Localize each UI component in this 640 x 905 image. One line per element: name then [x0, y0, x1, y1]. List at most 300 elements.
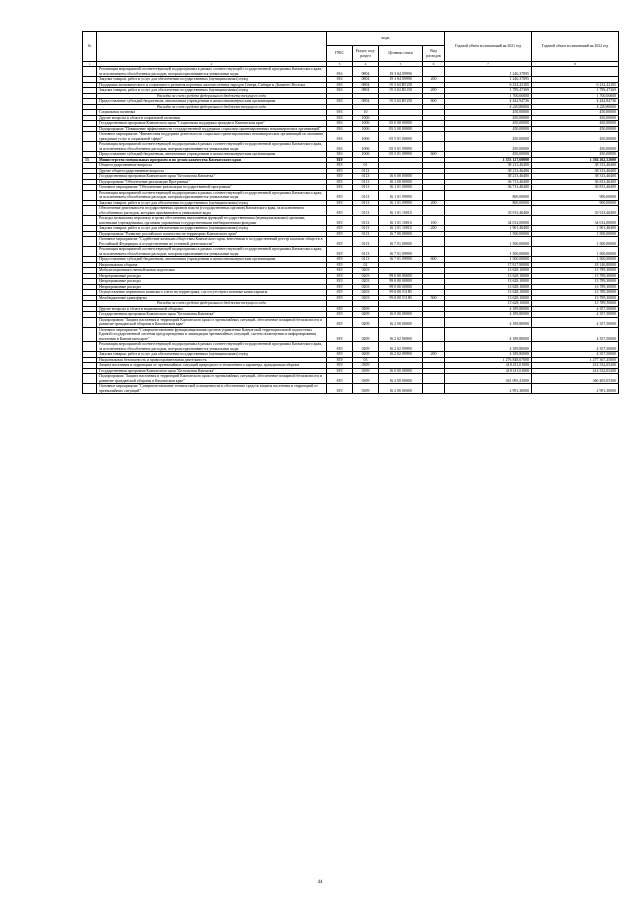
cell-grbs: 816 [327, 142, 353, 152]
cell-v2: 36 813,46400 [532, 185, 619, 191]
cell-razdel: 0209 [353, 327, 379, 342]
cell-v1: 4 189,80000 [445, 327, 532, 342]
cell-grbs: 819 [327, 357, 353, 363]
cell-v2: 38 313,46400 [532, 163, 619, 169]
col-header-codes: коды [327, 32, 445, 46]
cell-num [83, 247, 97, 257]
cell-csr: 16 1 00 00000 [379, 179, 423, 185]
cell-grbs: 819 [327, 352, 353, 358]
cell-name: Подпрограмма "Обеспечение реализации Программы" [97, 179, 327, 185]
cell-grbs: 819 [327, 163, 353, 169]
cell-razdel: 0113 [353, 226, 379, 232]
cell-v1: 6 232,42105 [445, 82, 532, 88]
table-row [83, 247, 619, 257]
cell-grbs: 819 [327, 185, 353, 191]
cell-grbs: 819 [327, 279, 353, 285]
cell-num [83, 327, 97, 342]
cell-name: Межбюджетные трансферты [97, 295, 327, 301]
cell-name: Реализация мероприятий соответствующей подпрограммы в рамках соответствующей государственной программы Камчатского края, за исключением обособленных расходов, которым присваиваются уникальные коды [97, 342, 327, 352]
cell-vid: 200 [423, 77, 445, 83]
cell-v2: 1 700,00000 [532, 93, 619, 99]
cell-v2: 4 220,80000 [532, 104, 619, 110]
cell-csr: 19 3 04 R5150 [379, 88, 423, 94]
cell-csr: 16 2 06 00000 [379, 384, 423, 394]
cell-name: Расходы за счет средств федерального бюджета текущего года [97, 104, 327, 110]
cell-grbs: 816 [327, 82, 353, 88]
cell-grbs: 819 [327, 342, 353, 352]
cell-csr: 16 1 01 09990 [379, 190, 423, 200]
cell-v1: 1 246,37895 [445, 77, 532, 83]
cell-name: Реализация мероприятий соответствующей подпрограммы в рамках соответствующей государственной программы Камчатского края, за исключением обособленных расходов, которым присваиваются уникальные коды [97, 142, 327, 152]
cell-name: Государственная программа Камчатского края "Социальная поддержка граждан в Камчатском крае" [97, 121, 327, 127]
cell-v2: 1 500,00000 [532, 247, 619, 257]
cell-csr: 16 0 00 00000 [379, 174, 423, 180]
cell-razdel: 0113 [353, 216, 379, 226]
cell-v1: 17 817,90000 [445, 262, 532, 268]
cell-vid: 200 [423, 200, 445, 206]
cell-razdel: 1006 [353, 126, 379, 132]
column-number: 4 [353, 62, 379, 67]
cell-csr: 16 1 01 09990 [379, 200, 423, 206]
cell-vid: 200 [423, 88, 445, 94]
cell-num [83, 342, 97, 352]
cell-v2: 4 357,50000 [532, 306, 619, 312]
cell-v2 [532, 67, 619, 77]
cell-csr: 16 7 01 09990 [379, 257, 423, 263]
cell-vid [423, 132, 445, 142]
budget-table [82, 31, 619, 394]
cell-csr: 19 3 04 09990 [379, 67, 423, 77]
cell-v2: 360 405,05200 [532, 374, 619, 384]
cell-razdel: 0309 [353, 374, 379, 384]
cell-csr: 16 1 01 10010 [379, 226, 423, 232]
column-number: 8 [532, 62, 619, 67]
cell-vid [423, 142, 445, 152]
cell-grbs: 819 [327, 295, 353, 301]
cell-name: Закупка товаров, работ и услуг для обеспечения государственных (муниципальных) нужд [97, 200, 327, 206]
cell-name: Обеспечение деятельности государственных органов власти (государственных органов) Камчатского края, за исключением обособленных расходов, которым присваиваются уникальные коды [97, 206, 327, 216]
cell-v2: 450,00000 [532, 115, 619, 121]
cell-razdel: 0209 [353, 317, 379, 327]
cell-grbs: 819 [327, 374, 353, 384]
cell-v2: 450,00000 [532, 110, 619, 116]
cell-v2: 900,00000 [532, 190, 619, 200]
cell-v2: 450,00000 [532, 152, 619, 158]
cell-v1: 2 991,30000 [445, 384, 532, 394]
cell-csr: 16 7 01 00000 [379, 237, 423, 247]
cell-razdel: 0113 [353, 237, 379, 247]
cell-v2: 4 357,50000 [532, 312, 619, 318]
table-row [83, 67, 619, 77]
cell-v2: 1 789,47369 [532, 88, 619, 94]
cell-v2: 450,00000 [532, 126, 619, 132]
col-header-vid: Вид расходов [423, 46, 445, 62]
cell-csr: 05 5 00 00000 [379, 126, 423, 132]
cell-csr: 16 1 01 00000 [379, 185, 423, 191]
cell-csr: 16 2 02 09990 [379, 352, 423, 358]
cell-csr: 16 0 00 00000 [379, 368, 423, 374]
cell-name: Государственная программа Камчатского края "Безопасная Камчатка" [97, 368, 327, 374]
cell-v1: 1 789,47369 [445, 88, 532, 94]
cell-name: Основное мероприятие "Совершенствование технической оснащенности и обеспечение средств защиты населения и территорий от чрезвычайных ситуаций" [97, 384, 327, 394]
cell-name: Другие общегосударственные вопросы [97, 168, 327, 174]
table-body [83, 67, 619, 394]
cell-v1: 361 095,41000 [445, 374, 532, 384]
cell-v2: 450,00000 [532, 132, 619, 142]
cell-name: Основное мероприятие "Финансовая поддержка деятельности социально ориентированных некоммерческих организаций по оказанию гражданам услуг в социальной сфере" [97, 132, 327, 142]
cell-num [83, 317, 97, 327]
cell-v1: 38 213,46400 [445, 163, 532, 169]
cell-vid: 100 [423, 216, 445, 226]
cell-name: Предоставление субсидий бюджетным, автономным учреждениям и иным некоммерческим организациям [97, 99, 327, 105]
cell-v1: 13 628,10000 [445, 273, 532, 279]
cell-razdel: 0113 [353, 200, 379, 206]
col-header-razdel: Раздел, под-раздел [353, 46, 379, 62]
cell-grbs: 819 [327, 290, 353, 296]
cell-csr: 05 5 01 00000 [379, 132, 423, 142]
cell-v2: 4 357,50000 [532, 352, 619, 358]
cell-name: Предоставление субсидий бюджетным, автономным учреждениям и иным некоммерческим организациям [97, 152, 327, 158]
cell-v2: 414 532,05200 [532, 368, 619, 374]
cell-vid: 600 [423, 99, 445, 105]
cell-v1: 418 411,01000 [445, 363, 532, 369]
cell-v1: 450,00000 [445, 126, 532, 132]
cell-v1: 13 628,10000 [445, 284, 532, 290]
cell-name: Закупка товаров, работ и услуг для обеспечения государственных (муниципальных) нужд [97, 88, 327, 94]
cell-name: Расходы за счет средств федерального бюджета текущего года [97, 93, 327, 99]
cell-name: Реализация мероприятий соответствующей подпрограммы в рамках соответствующей государственной программы Камчатского края, за исключением обособленных расходов, которым присваиваются уникальные коды [97, 67, 327, 77]
cell-num [83, 67, 97, 77]
col-header-grbs: ГРБС [327, 46, 353, 62]
cell-v1: 38 213,46400 [445, 168, 532, 174]
cell-v1: 13 628,10000 [445, 279, 532, 285]
cell-v2: 38 313,46400 [532, 174, 619, 180]
cell-vid: 200 [423, 226, 445, 232]
cell-razdel: 1006 [353, 152, 379, 158]
cell-grbs: 819 [327, 226, 353, 232]
cell-vid [423, 67, 445, 77]
cell-v2: 2 991,30000 [532, 384, 619, 394]
table-row [83, 142, 619, 152]
cell-v1: 450,00000 [445, 132, 532, 142]
table-row [83, 384, 619, 394]
table-row [83, 342, 619, 352]
cell-vid [423, 342, 445, 352]
cell-num [83, 374, 97, 384]
cell-razdel: 0209 [353, 352, 379, 358]
cell-v2: 450,00000 [532, 121, 619, 127]
cell-razdel: 10 [353, 110, 379, 116]
cell-razdel: 0113 [353, 247, 379, 257]
cell-vid: 600 [423, 257, 445, 263]
cell-csr: 16 1 01 10010 [379, 206, 423, 216]
cell-razdel: 0804 [353, 99, 379, 105]
cell-csr: 19 3 04 R5150 [379, 99, 423, 105]
cell-grbs: 819 [327, 384, 353, 394]
cell-grbs: 819 [327, 306, 353, 312]
cell-csr: 99 0 00 51180 [379, 295, 423, 301]
cell-name: Расходы на выплаты персоналу в целях обеспечения выполнения функций государственными (муниципальными) органами, казенными учреждениями, органами управления государственными внебюджетными фондами [97, 216, 327, 226]
cell-razdel: 0113 [353, 174, 379, 180]
cell-num [83, 190, 97, 200]
cell-razdel: 0203 [353, 290, 379, 296]
cell-v1: 13 628,10000 [445, 268, 532, 274]
cell-name: Другие вопросы в области социальной политики [97, 115, 327, 121]
cell-name: Предоставление субсидий бюджетным, автономным учреждениям и иным некоммерческим организациям [97, 257, 327, 263]
cell-name: Социальная политика [97, 110, 327, 116]
cell-razdel: 0804 [353, 88, 379, 94]
cell-grbs: 816 [327, 152, 353, 158]
cell-v1: 450,00000 [445, 110, 532, 116]
cell-razdel: 1006 [353, 132, 379, 142]
cell-num [83, 237, 97, 247]
cell-vid [423, 206, 445, 216]
cell-razdel: 0203 [353, 295, 379, 301]
cell-grbs: 819 [327, 190, 353, 200]
cell-v1: 800,00000 [445, 190, 532, 200]
cell-name: Реализация мероприятий соответствующей подпрограммы в рамках соответствующей государственной программы Камчатского края, за исключением обособленных расходов, которым присваиваются уникальные коды [97, 190, 327, 200]
page-number: 44 [317, 880, 323, 885]
cell-v2: 1 500,00000 [532, 257, 619, 263]
cell-razdel: 0113 [353, 190, 379, 200]
cell-razdel: 0203 [353, 268, 379, 274]
table-row [83, 132, 619, 142]
cell-v1: 13 628,10000 [445, 301, 532, 307]
cell-name: Министерство специальных программ и по делам казачества Камчатского края [97, 157, 327, 163]
cell-grbs: 816 [327, 132, 353, 142]
cell-csr: 16 0 00 00000 [379, 312, 423, 318]
cell-razdel: 0309 [353, 368, 379, 374]
cell-grbs: 816 [327, 110, 353, 116]
cell-grbs: 819 [327, 237, 353, 247]
cell-razdel: 0113 [353, 206, 379, 216]
cell-csr: 99 0 00 51180 [379, 290, 423, 296]
cell-grbs: 819 [327, 327, 353, 342]
cell-name: Непрограммные расходы [97, 279, 327, 285]
cell-razdel: 0209 [353, 342, 379, 352]
cell-name: Расходы за счет средств федерального бюджета текущего года [97, 301, 327, 307]
cell-razdel: 1006 [353, 121, 379, 127]
table-row [83, 206, 619, 216]
cell-vid [423, 327, 445, 342]
cell-razdel: 03 [353, 357, 379, 363]
cell-name: Национальная оборона [97, 262, 327, 268]
cell-razdel: 0113 [353, 231, 379, 237]
cell-v2: 1 277 367,45000 [532, 357, 619, 363]
cell-v2: 36 813,46400 [532, 179, 619, 185]
cell-csr: 99 0 00 00000 [379, 279, 423, 285]
cell-v1: 4 189,80000 [445, 317, 532, 327]
cell-v2: 414 532,05200 [532, 363, 619, 369]
cell-csr: 99 0 00 00000 [379, 273, 423, 279]
cell-grbs: 819 [327, 262, 353, 268]
cell-csr: 16 1 01 10010 [379, 216, 423, 226]
cell-razdel: 0113 [353, 185, 379, 191]
table-row [83, 327, 619, 342]
cell-name: Закупка товаров, работ и услуг для обеспечения государственных (муниципальных) нужд [97, 352, 327, 358]
cell-razdel: 0804 [353, 77, 379, 83]
col-header-name [97, 32, 327, 62]
cell-vid [423, 237, 445, 247]
cell-name: Осуществление первичного воинского учета на территориях, где отсутствуют военные комиссариаты [97, 290, 327, 296]
cell-razdel: 0203 [353, 273, 379, 279]
column-number: 3 [327, 62, 353, 67]
cell-v1: 1 500,00000 [445, 247, 532, 257]
cell-v1: 1 500,00000 [445, 257, 532, 263]
cell-grbs: 816 [327, 88, 353, 94]
cell-v1: 38 213,46400 [445, 174, 532, 180]
cell-v2: 13 789,30000 [532, 284, 619, 290]
cell-grbs: 819 [327, 206, 353, 216]
cell-name: Основное мероприятие "Совершенствование функционирования органов управления Камчатской территориальной подсистемы Единой государственной системы предупреждения и ликвидации чрезвычайных ситуаций, систем оповещения и информирования населения в Камчатском крае" [97, 327, 327, 342]
cell-name: Основное мероприятие "Обеспечение реализации государственной программы" [97, 185, 327, 191]
cell-v1: 1 353 127,69000 [445, 157, 532, 163]
cell-name: Общегосударственные вопросы [97, 163, 327, 169]
cell-num [83, 216, 97, 226]
table-row [83, 216, 619, 226]
cell-num [83, 142, 97, 152]
cell-razdel: 01 [353, 163, 379, 169]
cell-v2: 4 357,50000 [532, 317, 619, 327]
cell-razdel: 1006 [353, 115, 379, 121]
cell-v2: 34 012,00000 [532, 216, 619, 226]
column-number: 7 [445, 62, 532, 67]
cell-v1: 1 500,00000 [445, 231, 532, 237]
cell-name: Непрограммные расходы [97, 284, 327, 290]
cell-grbs: 816 [327, 99, 353, 105]
cell-csr: 16 7 00 00000 [379, 231, 423, 237]
cell-csr: 16 2 00 00000 [379, 317, 423, 327]
cell-v1: 4 189,80000 [445, 306, 532, 312]
cell-v1: 13 628,10000 [445, 290, 532, 296]
cell-grbs: 816 [327, 115, 353, 121]
cell-v2: 900,00000 [532, 200, 619, 206]
cell-vid: 600 [423, 152, 445, 158]
cell-csr: 16 2 02 09990 [379, 342, 423, 352]
cell-v2: 1 394 262,52000 [532, 157, 619, 163]
cell-csr: 05 5 01 09990 [379, 142, 423, 152]
cell-name: Государственная программа Камчатского края "Безопасная Камчатка" [97, 312, 327, 318]
cell-vid: 200 [423, 352, 445, 358]
cell-grbs: 819 [327, 312, 353, 318]
cell-name: Закупка товаров, работ и услуг для обеспечения государственных (муниципальных) нужд [97, 226, 327, 232]
cell-v1: 1 276 848,67000 [445, 357, 532, 363]
cell-v1: 36 713,46400 [445, 185, 532, 191]
cell-name: Подпрограмма "Защита населения и территорий Камчатского края от чрезвычайных ситуаций, обеспечение пожарной безопасности и развитие гражданской обороны в Камчатском крае" [97, 374, 327, 384]
cell-vid [423, 190, 445, 200]
table-header [83, 32, 619, 67]
cell-grbs: 819 [327, 317, 353, 327]
cell-vid [423, 317, 445, 327]
cell-v2: 4 357,50000 [532, 327, 619, 342]
cell-v2: 13 789,30000 [532, 290, 619, 296]
cell-grbs: 819 [327, 368, 353, 374]
cell-v2: 35 913,46400 [532, 206, 619, 216]
cell-v1: 34 012,00000 [445, 216, 532, 226]
cell-v2: 6 232,42105 [532, 82, 619, 88]
cell-razdel: 0309 [353, 363, 379, 369]
cell-v1: 450,00000 [445, 152, 532, 158]
col-header-num: № [83, 32, 97, 62]
cell-razdel: 0113 [353, 179, 379, 185]
cell-grbs: 816 [327, 67, 353, 77]
cell-grbs: 816 [327, 121, 353, 127]
cell-grbs: 816 [327, 77, 353, 83]
cell-v1: 1 500,00000 [445, 237, 532, 247]
cell-v2: 1 500,00000 [532, 231, 619, 237]
cell-v1: 4 189,80000 [445, 342, 532, 352]
cell-name: Другие вопросы в области национальной обороны [97, 306, 327, 312]
cell-csr: 16 2 02 00000 [379, 327, 423, 342]
cell-grbs: 819 [327, 231, 353, 237]
cell-csr: 05 0 00 00000 [379, 121, 423, 127]
cell-v2: 13 789,30000 [532, 273, 619, 279]
table-row [83, 317, 619, 327]
cell-v1: 13 628,10000 [445, 295, 532, 301]
cell-name: Мобилизационная и вневойсковая подготовка [97, 268, 327, 274]
cell-grbs: 819 [327, 257, 353, 263]
column-number: 2 [97, 62, 327, 67]
cell-razdel: 0203 [353, 279, 379, 285]
cell-razdel: 0209 [353, 306, 379, 312]
table-row [83, 237, 619, 247]
cell-num [83, 206, 97, 216]
cell-name: Реализация мероприятий соответствующей подпрограммы в рамках соответствующей государственной программы Камчатского края, за исключением обособленных расходов, которым присваиваются уникальные коды [97, 247, 327, 257]
cell-v1: 4 189,80000 [445, 312, 532, 318]
cell-razdel: 0309 [353, 384, 379, 394]
cell-v1: 450,00000 [445, 142, 532, 152]
cell-grbs: 816 [327, 126, 353, 132]
cell-v1: 36 713,46400 [445, 179, 532, 185]
cell-num [83, 384, 97, 394]
cell-v1: 4 189,80000 [445, 352, 532, 358]
cell-v1: 1 901,46400 [445, 226, 532, 232]
cell-razdel: 02 [353, 262, 379, 268]
cell-name: Основное мероприятие "Содействие казачьим обществам Камчатского края, внесенным в государственный реестр казачьих обществ в Российской Федерации, в осуществлении их уставной деятельности" [97, 237, 327, 247]
cell-v2: 1 500,00000 [532, 237, 619, 247]
table-row [83, 374, 619, 384]
cell-razdel: 0113 [353, 168, 379, 174]
cell-v1: 1 700,00000 [445, 93, 532, 99]
col-header-vol2021: Годовой объем ассигнований на 2021 год [445, 32, 532, 62]
cell-grbs: 819 [327, 284, 353, 290]
cell-grbs: 819 [327, 247, 353, 257]
column-number: 1 [83, 62, 97, 67]
cell-name: Подпрограмма "Повышение эффективности государственной поддержки социально ориентированных некоммерческих организаций" [97, 126, 327, 132]
cell-num [83, 132, 97, 142]
cell-razdel: 1006 [353, 142, 379, 152]
cell-razdel: 0209 [353, 312, 379, 318]
cell-csr: 05 5 01 09990 [379, 152, 423, 158]
cell-grbs: 819 [327, 174, 353, 180]
cell-name: Поддержка экономического и социального развития коренных малочисленных народов Севера, Сибири и Дальнего Востока [97, 82, 327, 88]
cell-v2: 4 357,50000 [532, 342, 619, 352]
cell-razdel: 0113 [353, 257, 379, 263]
cell-v1: 450,00000 [445, 121, 532, 127]
cell-v2: 4 442,94736 [532, 99, 619, 105]
cell-csr: 19 3 04 09990 [379, 77, 423, 83]
cell-grbs: 819 [327, 179, 353, 185]
cell-v1: 800,00000 [445, 200, 532, 206]
cell-name: Подпрограмма "Развитие российского казачества на территории Камчатского края" [97, 231, 327, 237]
cell-vid: 500 [423, 295, 445, 301]
cell-v1: 418 411,01000 [445, 368, 532, 374]
cell-v2: 13 789,30000 [532, 268, 619, 274]
cell-v1: 4 220,80000 [445, 104, 532, 110]
cell-grbs: 819 [327, 273, 353, 279]
cell-v2: 38 313,46400 [532, 168, 619, 174]
cell-razdel: 0203 [353, 284, 379, 290]
